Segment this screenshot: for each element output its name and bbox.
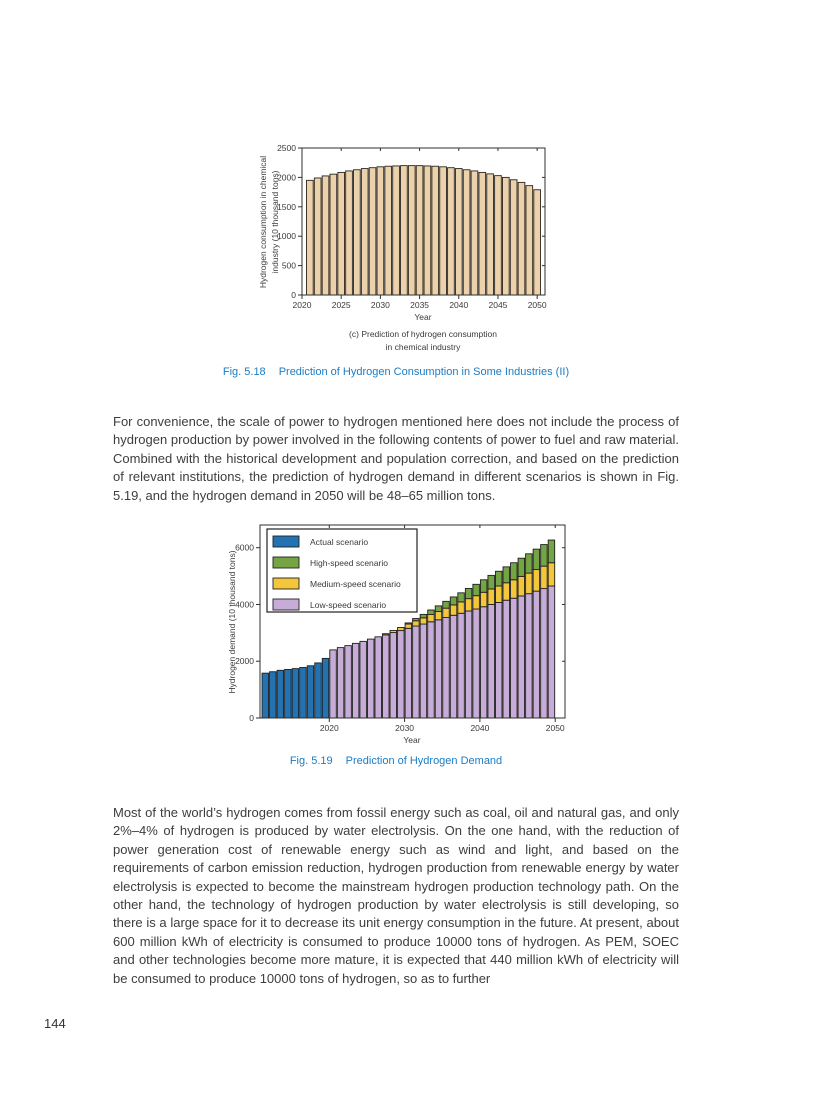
- low-speed-scenario-bar-2021: [330, 650, 337, 718]
- high-speed-scenario-bar-2035: [435, 606, 442, 612]
- medium-speed-scenario-bar-2043: [495, 586, 502, 602]
- medium-speed-scenario-bar-2048: [533, 570, 540, 592]
- high-speed-scenario-bar-2032: [413, 619, 420, 621]
- bar-2036: [424, 166, 431, 295]
- page-number: 144: [44, 1016, 66, 1031]
- medium-speed-scenario-bar-2029: [390, 630, 397, 632]
- bar-2047: [510, 180, 517, 295]
- high-speed-scenario-bar-2046: [518, 558, 525, 576]
- bar-2023: [322, 176, 329, 295]
- y-tick-label: 2000: [235, 656, 254, 667]
- y-tick-label: 0: [291, 290, 296, 300]
- actual-bar-2019: [315, 663, 322, 718]
- bar-2045: [495, 176, 502, 295]
- medium-speed-scenario-bar-2034: [428, 615, 435, 622]
- low-speed-scenario-bar-2038: [458, 613, 465, 718]
- low-speed-scenario-bar-2040: [473, 609, 480, 718]
- medium-speed-scenario-bar-2038: [458, 602, 465, 613]
- low-speed-scenario-bar-2049: [541, 589, 548, 718]
- actual-bar-2017: [300, 667, 307, 718]
- legend: [267, 529, 417, 612]
- y-tick-label: 4000: [235, 599, 254, 610]
- high-speed-scenario-bar-2038: [458, 593, 465, 602]
- low-speed-scenario-bar-2045: [511, 598, 518, 718]
- bar-2034: [408, 166, 415, 295]
- fig519-caption-title: Prediction of Hydrogen Demand: [345, 755, 503, 767]
- actual-bar-2012: [262, 673, 269, 718]
- bar-2022: [314, 178, 321, 295]
- fig518-plot-area: [277, 143, 547, 310]
- bar-2037: [432, 166, 439, 295]
- bar-2044: [487, 174, 494, 295]
- paragraph-1: For convenience, the scale of power to hydrogen mentioned here does not include the process of hydrogen production by power involved in the following contents of power to fuel and raw material. Combined with the historical development and population correction, and based on the prediction of relevant institutions, the prediction of hydrogen demand in different scenarios is shown in Fig. 5.19, and the hydrogen demand in 2050 will be 48–65 million tons.: [113, 414, 679, 503]
- bar-2030: [377, 167, 384, 295]
- medium-speed-scenario-bar-2046: [518, 576, 525, 596]
- low-speed-scenario-bar-2035: [435, 620, 442, 718]
- x-tick-label: 2050: [545, 723, 565, 733]
- low-speed-scenario-bar-2026: [367, 639, 374, 718]
- low-speed-scenario-bar-2031: [405, 628, 412, 718]
- legend-label-3: Medium-speed scenario: [310, 579, 401, 589]
- low-speed-scenario-bar-2022: [337, 648, 344, 718]
- low-speed-scenario-bar-2029: [390, 633, 397, 718]
- low-speed-scenario-bar-2044: [503, 600, 510, 718]
- x-tick-label: 2045: [488, 300, 508, 310]
- bar-2021: [306, 180, 313, 295]
- high-speed-scenario-bar-2040: [473, 584, 480, 595]
- medium-speed-scenario-bar-2032: [413, 621, 420, 626]
- low-speed-scenario-bar-2037: [450, 615, 457, 718]
- bar-2031: [385, 166, 392, 295]
- high-speed-scenario-bar-2041: [480, 580, 487, 592]
- fig518-caption: [113, 366, 679, 378]
- y-tick-label: 2000: [277, 172, 296, 183]
- legend-swatch-2: [273, 557, 299, 568]
- fig518-subcaption-line1: (c) Prediction of hydrogen consumption: [349, 329, 497, 339]
- bar-2033: [401, 166, 408, 295]
- high-speed-scenario-bar-2043: [495, 571, 502, 586]
- medium-speed-scenario-bar-2042: [488, 589, 495, 604]
- low-speed-scenario-bar-2036: [443, 618, 450, 718]
- legend-label-4: Low-speed scenario: [310, 600, 387, 610]
- low-speed-scenario-bar-2032: [413, 626, 420, 718]
- fig519-caption: [113, 755, 679, 767]
- medium-speed-scenario-bar-2033: [420, 618, 427, 624]
- low-speed-scenario-bar-2041: [480, 607, 487, 718]
- medium-speed-scenario-bar-2047: [526, 573, 533, 594]
- medium-speed-scenario-bar-2030: [398, 627, 405, 630]
- x-tick-label: 2030: [395, 723, 415, 733]
- medium-speed-scenario-bar-2031: [405, 624, 412, 628]
- high-speed-scenario-bar-2037: [450, 597, 457, 605]
- actual-bar-2016: [292, 669, 299, 718]
- x-tick-label: 2030: [370, 300, 390, 310]
- fig518-subcaption-line2: in chemical industry: [385, 342, 461, 352]
- medium-speed-scenario-bar-2050: [548, 563, 555, 586]
- x-tick-label: 2020: [292, 300, 312, 310]
- bar-2041: [463, 170, 470, 295]
- actual-bar-2013: [270, 672, 277, 718]
- high-speed-scenario-bar-2036: [443, 601, 450, 608]
- fig519-plot-area: [235, 525, 565, 733]
- fig518-y-axis-label-line1: Hydrogen consumption in chemical: [258, 155, 268, 289]
- bar-2029: [369, 168, 376, 295]
- bar-2038: [440, 167, 447, 295]
- paragraph-2: Most of the world’s hydrogen comes from fossil energy such as coal, oil and natural gas, and only 2%–4% of hydrogen is produced by water electrolysis. On the one hand, with the reduction of power generation cost of renewable energy such as wind and light, and based on the requirements of carbon emission reduction, hydrogen production from renewable energy by water electrolysis is expected to become the mainstream hydrogen production technology path. On the other hand, the technology of hydrogen production by water electrolysis is still developing, so there is a large space for it to decrease its unit energy consumption in the future. At present, about 600 million kWh of electricity is consumed to produce 10000 tons of hydrogen. As PEM, SOEC and other technologies become more mature, it is expected that 440 million kWh of electricity will be consumed to produce 10000 tons of hydrogen, so as to further: [113, 805, 679, 986]
- fig519-caption-label: Fig. 5.19: [289, 755, 333, 767]
- medium-speed-scenario-bar-2041: [480, 592, 487, 606]
- bar-2025: [338, 172, 345, 295]
- low-speed-scenario-bar-2050: [548, 586, 555, 718]
- medium-speed-scenario-bar-2028: [383, 634, 390, 635]
- medium-speed-scenario-bar-2037: [450, 605, 457, 615]
- low-speed-scenario-bar-2048: [533, 591, 540, 718]
- fig518-x-axis-label: Year: [414, 312, 432, 322]
- low-speed-scenario-bar-2034: [428, 622, 435, 718]
- legend-swatch-4: [273, 599, 299, 610]
- y-tick-label: 1500: [277, 201, 296, 212]
- low-speed-scenario-bar-2043: [495, 602, 502, 718]
- high-speed-scenario-bar-2031: [405, 623, 412, 624]
- y-tick-label: 0: [249, 713, 254, 723]
- low-speed-scenario-bar-2046: [518, 596, 525, 718]
- low-speed-scenario-bar-2028: [383, 635, 390, 718]
- fig519-y-axis-label: Hydrogen demand (10 thousand tons): [227, 550, 237, 694]
- bar-2043: [479, 172, 486, 295]
- bar-2035: [416, 166, 423, 295]
- bar-2039: [448, 168, 455, 295]
- high-speed-scenario-bar-2047: [526, 554, 533, 573]
- medium-speed-scenario-bar-2035: [435, 612, 442, 620]
- high-speed-scenario-bar-2049: [541, 545, 548, 567]
- low-speed-scenario-bar-2027: [375, 637, 382, 718]
- low-speed-scenario-bar-2030: [398, 631, 405, 718]
- y-tick-label: 500: [281, 260, 296, 271]
- low-speed-scenario-bar-2024: [352, 643, 359, 718]
- high-speed-scenario-bar-2033: [420, 614, 427, 617]
- bar-2042: [471, 171, 478, 295]
- legend-swatch-3: [273, 578, 299, 589]
- medium-speed-scenario-bar-2044: [503, 583, 510, 600]
- legend-label-1: Actual scenario: [310, 537, 369, 547]
- high-speed-scenario-bar-2050: [548, 540, 555, 563]
- y-tick-label: 1000: [277, 231, 296, 242]
- bar-2049: [526, 186, 533, 295]
- bar-2026: [346, 171, 353, 295]
- medium-speed-scenario-bar-2045: [511, 580, 518, 598]
- low-speed-scenario-bar-2025: [360, 641, 367, 718]
- medium-speed-scenario-bar-2040: [473, 596, 480, 609]
- x-tick-label: 2050: [527, 300, 547, 310]
- bar-2050: [534, 190, 541, 295]
- medium-speed-scenario-bar-2036: [443, 608, 450, 617]
- medium-speed-scenario-bar-2039: [465, 599, 472, 611]
- low-speed-scenario-bar-2039: [465, 611, 472, 718]
- x-tick-label: 2025: [331, 300, 351, 310]
- x-tick-label: 2035: [410, 300, 430, 310]
- medium-speed-scenario-bar-2049: [541, 566, 548, 588]
- low-speed-scenario-bar-2023: [345, 646, 352, 718]
- bar-2027: [354, 170, 361, 295]
- actual-bar-2020: [322, 658, 329, 718]
- fig518-caption-label: Fig. 5.18: [222, 366, 266, 378]
- actual-bar-2014: [277, 670, 284, 718]
- x-tick-label: 2020: [319, 723, 339, 733]
- bar-2048: [518, 182, 525, 295]
- actual-bar-2015: [285, 669, 292, 718]
- y-tick-label: 6000: [235, 542, 254, 553]
- high-speed-scenario-bar-2039: [465, 588, 472, 598]
- y-tick-label: 2500: [277, 143, 296, 153]
- bar-2032: [393, 166, 400, 295]
- x-tick-label: 2040: [470, 723, 490, 733]
- fig518-bar-chart: [248, 140, 568, 355]
- high-speed-scenario-bar-2034: [428, 610, 435, 615]
- fig518-caption-title: Prediction of Hydrogen Consumption in Some Industries (II): [278, 366, 570, 378]
- high-speed-scenario-bar-2044: [503, 567, 510, 583]
- low-speed-scenario-bar-2033: [420, 624, 427, 718]
- bar-2040: [455, 169, 462, 295]
- legend-swatch-1: [273, 536, 299, 547]
- low-speed-scenario-bar-2042: [488, 604, 495, 718]
- legend-label-2: High-speed scenario: [310, 558, 388, 568]
- x-tick-label: 2040: [449, 300, 469, 310]
- high-speed-scenario-bar-2042: [488, 575, 495, 589]
- bar-2024: [330, 174, 337, 295]
- high-speed-scenario-bar-2048: [533, 549, 540, 569]
- low-speed-scenario-bar-2047: [526, 594, 533, 718]
- bar-2046: [502, 177, 509, 295]
- fig519-x-axis-label: Year: [403, 735, 421, 745]
- fig519-stacked-bar-chart: [222, 518, 582, 750]
- actual-bar-2018: [307, 666, 314, 718]
- fig518-y-axis-label-line2: industry (10 thousand tons): [270, 170, 280, 274]
- bar-2028: [361, 169, 368, 295]
- high-speed-scenario-bar-2045: [511, 563, 518, 580]
